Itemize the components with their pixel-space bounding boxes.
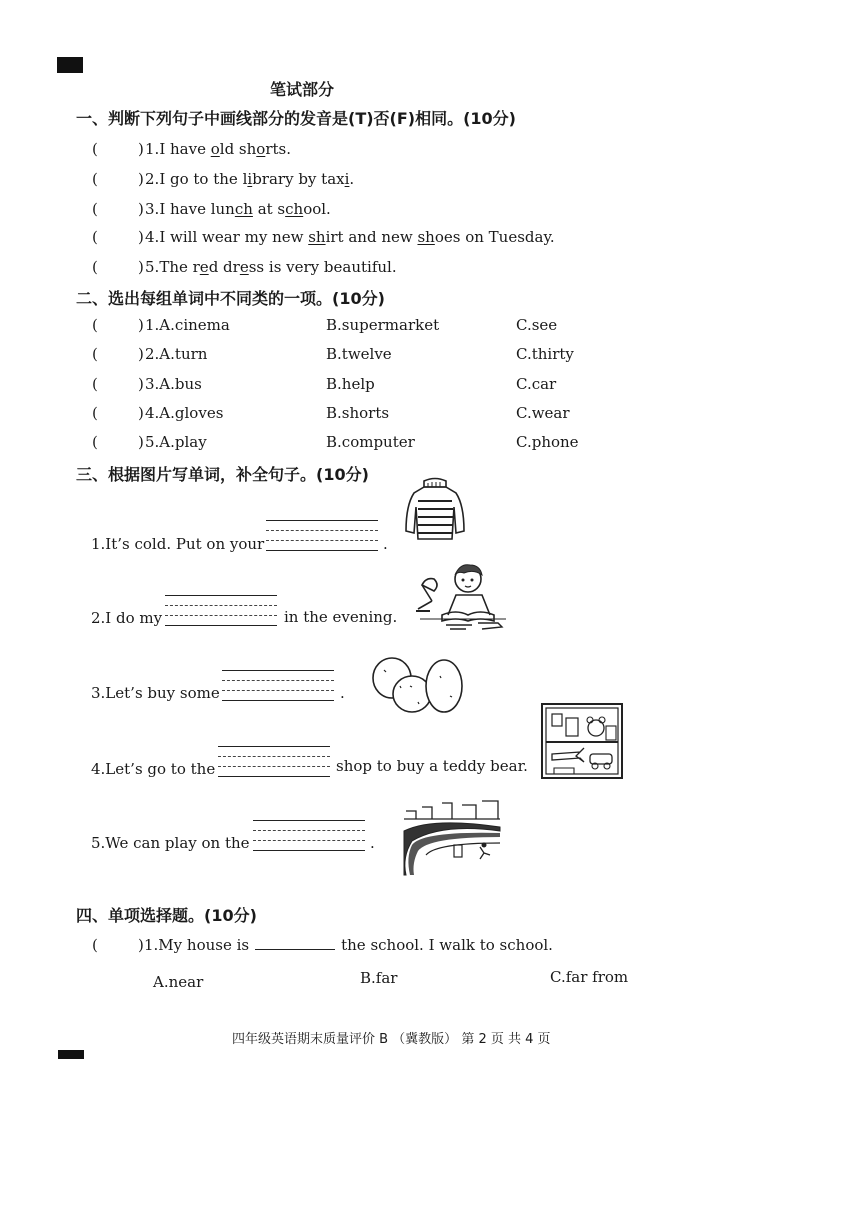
playground-icon [402, 797, 502, 877]
part2-q1-paren-open[interactable]: ( [92, 316, 98, 334]
part3-q2-text: 2.I do my [91, 609, 163, 627]
part2-q4-paren-open[interactable]: ( [92, 404, 98, 422]
part4-q1-option-a: A.near [153, 973, 204, 991]
underlined-sound: i [247, 170, 253, 188]
part2-q2-paren-open[interactable]: ( [92, 345, 98, 363]
part3-q2-blank[interactable] [165, 595, 277, 625]
part2-q5-option-a: 5.A.play [145, 433, 207, 451]
part1-q1-sentence [145, 140, 291, 158]
part2-q4-option-c: C.wear [516, 404, 570, 422]
part2-title: 二、选出每组单词中不同类的一项。(10分) [76, 289, 385, 308]
part3-title: 三、根据图片写单词，补全句子。(10分) [76, 465, 369, 484]
sentence-text: I have [159, 140, 211, 158]
part2-q1-option-b: B.supermarket [326, 316, 440, 334]
part2-q4-paren-close: ) [138, 404, 144, 422]
part3-q1-text: 1.It’s cold. Put on your [91, 535, 265, 553]
part4-q1-before: 1.My house is [144, 936, 250, 954]
part2-q3-paren-close: ) [138, 375, 144, 393]
page-title: 笔试部分 [270, 80, 335, 99]
part2-q3-paren-open[interactable]: ( [92, 375, 98, 393]
part2-q4-option-a: 4.A.gloves [145, 404, 224, 422]
part1-q2-paren-close: ) [138, 170, 144, 188]
part3-q2-after: in the evening. [284, 608, 398, 626]
part4-q1-blank[interactable] [255, 948, 335, 950]
part2-q2-option-a: 2.A.turn [145, 345, 208, 363]
registration-mark-top [57, 57, 83, 73]
part2-q2-option-c: C.thirty [516, 345, 574, 363]
part4-title: 四、单项选择题。(10分) [76, 906, 257, 925]
part2-q5-option-b: B.computer [326, 433, 415, 451]
part2-q1-option-c: C.see [516, 316, 558, 334]
part1-q5-paren-open[interactable]: ( [92, 258, 98, 276]
sentence-text: at s [252, 200, 286, 218]
sentence-text: The r [159, 258, 200, 276]
sentence-text: ld sh [219, 140, 257, 158]
part1-q3-sentence [145, 200, 331, 218]
sentence-text: brary by tax [252, 170, 345, 188]
sentence-text: oes on Tuesday. [434, 228, 555, 246]
boy-doing-homework-icon [412, 557, 508, 633]
part2-q5-option-c: C.phone [516, 433, 579, 451]
part4-q1-option-c: C.far from [550, 968, 629, 986]
page-footer: 四年级英语期末质量评价 B （冀教版） 第 2 页 共 4 页 [232, 1032, 551, 1047]
underlined-sound: sh [308, 228, 326, 246]
question-number: 2. [145, 170, 160, 188]
underlined-sound: sh [417, 228, 435, 246]
part2-q4-option-b: B.shorts [326, 404, 390, 422]
sentence-text: ss is very beautiful. [248, 258, 397, 276]
part2-q3-option-b: B.help [326, 375, 375, 393]
part3-q3-blank[interactable] [222, 670, 334, 700]
underlined-sound: ch [234, 200, 253, 218]
part2-q3-option-a: 3.A.bus [145, 375, 202, 393]
sweater-icon [402, 475, 468, 543]
part1-q2-sentence [145, 170, 354, 188]
part2-q2-option-b: B.twelve [326, 345, 392, 363]
part4-q1-after: the school. I walk to school. [341, 936, 553, 954]
part2-q1-option-a: 1.A.cinema [145, 316, 230, 334]
part1-q4-paren-close: ) [138, 228, 144, 246]
part3-q5-after: . [370, 834, 375, 852]
part3-q5-text: 5.We can play on the [91, 834, 250, 852]
part2-q5-paren-open[interactable]: ( [92, 433, 98, 451]
sentence-text: I will wear my new [159, 228, 309, 246]
part3-q1-after: . [383, 535, 388, 553]
part2-q1-paren-close: ) [138, 316, 144, 334]
part1-q4-paren-open[interactable]: ( [92, 228, 98, 246]
sentence-text: rts. [265, 140, 291, 158]
toy-shop-icon [540, 702, 624, 780]
sentence-text: irt and new [325, 228, 418, 246]
question-number: 3. [145, 200, 160, 218]
sentence-text: . [349, 170, 355, 188]
part1-title: 一、判断下列句子中画线部分的发音是(T)否(F)相同。(10分) [76, 109, 516, 128]
underlined-sound: e [239, 258, 249, 276]
potatoes-icon [370, 656, 466, 714]
part4-q1-paren-open[interactable]: ( [92, 936, 98, 954]
sentence-text: I have lun [159, 200, 235, 218]
part1-q5-sentence [145, 258, 397, 276]
part1-q4-sentence [145, 228, 555, 246]
underlined-sound: o [210, 140, 220, 158]
part3-q4-text: 4.Let’s go to the [91, 760, 216, 778]
part3-q4-blank[interactable] [218, 746, 330, 776]
part2-q5-paren-close: ) [138, 433, 144, 451]
part3-q3-after: . [340, 684, 345, 702]
sentence-text: I go to the l [159, 170, 248, 188]
part1-q3-paren-open[interactable]: ( [92, 200, 98, 218]
question-number: 1. [145, 140, 160, 158]
sentence-text: d dr [208, 258, 240, 276]
sentence-text: ool. [303, 200, 331, 218]
underlined-sound: e [199, 258, 209, 276]
part3-q4-after: shop to buy a teddy bear. [336, 757, 528, 775]
underlined-sound: ch [285, 200, 304, 218]
part2-q2-paren-close: ) [138, 345, 144, 363]
part1-q1-paren-close: ) [138, 140, 144, 158]
part1-q1-paren-open[interactable]: ( [92, 140, 98, 158]
question-number: 4. [145, 228, 160, 246]
part4-q1-paren-close: ) [138, 936, 144, 954]
underlined-sound: i [344, 170, 350, 188]
question-number: 5. [145, 258, 160, 276]
underlined-sound: o [256, 140, 266, 158]
part1-q2-paren-open[interactable]: ( [92, 170, 98, 188]
part3-q5-blank[interactable] [253, 820, 365, 850]
part4-q1-option-b: B.far [360, 969, 398, 987]
part1-q5-paren-close: ) [138, 258, 144, 276]
part1-q3-paren-close: ) [138, 200, 144, 218]
part2-q3-option-c: C.car [516, 375, 557, 393]
registration-mark-bottom [58, 1050, 84, 1059]
part3-q3-text: 3.Let’s buy some [91, 684, 220, 702]
part4-q1-text [144, 936, 553, 954]
part3-q1-blank[interactable] [266, 520, 378, 550]
